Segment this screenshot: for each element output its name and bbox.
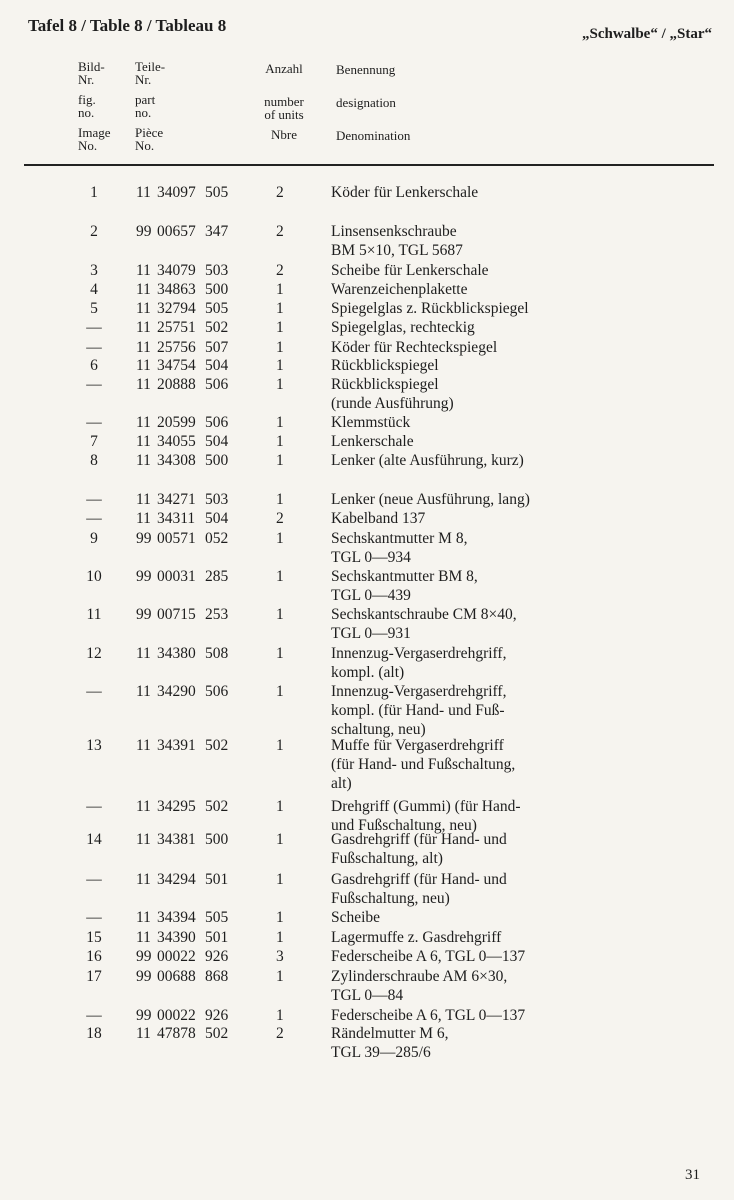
part-prefix: 11 [136,871,151,888]
part-suffix: 502 [205,1025,229,1042]
image-number: 11 [86,606,102,623]
image-number: 15 [86,929,102,946]
part-suffix: 504 [205,510,229,527]
part-number: 32794 [157,300,196,317]
quantity: 1 [276,737,284,754]
designation-line: und Fußschaltung, neu) [331,817,477,834]
part-suffix: 506 [205,414,229,431]
image-number: 18 [86,1025,102,1042]
col-head-desc: Benennung designation Denomination [336,62,411,143]
part-suffix: 507 [205,339,229,356]
designation-line: TGL 0—439 [331,587,411,604]
designation [331,830,507,868]
part-suffix: 501 [205,871,229,888]
part-prefix: 11 [136,357,151,374]
quantity: 1 [276,491,284,508]
designation-line: Spiegelglas z. Rückblickspiegel [331,300,529,317]
designation-line: Lenkerschale [331,433,414,450]
quantity: 2 [276,223,284,240]
part-prefix: 11 [136,339,151,356]
part-suffix: 926 [205,1007,229,1024]
part-suffix: 500 [205,831,229,848]
quantity: 1 [276,376,284,393]
part-number: 34863 [157,281,196,298]
designation-line: Drehgriff (Gummi) (für Hand- [331,798,521,815]
quantity: 1 [276,871,284,888]
designation [331,908,380,927]
designation [331,947,525,966]
designation-line: BM 5×10, TGL 5687 [331,242,463,259]
part-number: 20888 [157,376,196,393]
designation [331,356,439,375]
part-number: 34380 [157,645,196,662]
designation-line: Muffe für Vergaserdrehgriff [331,737,504,754]
image-number: 4 [90,281,98,298]
quantity: 1 [276,452,284,469]
designation [331,644,506,682]
part-suffix: 505 [205,300,229,317]
part-number: 34381 [157,831,196,848]
part-prefix: 99 [136,530,152,547]
designation-line: Linsensenkschraube [331,223,457,240]
part-suffix: 504 [205,433,229,450]
designation-line: Scheibe für Lenkerschale [331,262,489,279]
part-suffix: 347 [205,223,229,240]
quantity: 2 [276,510,284,527]
part-prefix: 11 [136,683,151,700]
designation-line: Zylinderschraube AM 6×30, [331,968,508,985]
designation-line: TGL 0—84 [331,987,404,1004]
designation [331,567,478,605]
page-title: Tafel 8 / Table 8 / Tableau 8 [28,16,227,35]
part-suffix: 506 [205,376,229,393]
image-number: — [86,909,102,926]
part-prefix: 11 [136,737,151,754]
part-number: 34308 [157,452,196,469]
part-prefix: 11 [136,414,151,431]
part-prefix: 99 [136,606,152,623]
designation [331,736,515,793]
designation-line: TGL 39—285/6 [331,1044,431,1061]
designation [331,280,467,299]
image-number: — [86,339,102,356]
image-number: — [86,414,102,431]
part-suffix: 502 [205,319,229,336]
part-prefix: 11 [136,909,151,926]
designation-line: TGL 0—931 [331,625,411,642]
part-prefix: 11 [136,281,151,298]
part-prefix: 11 [136,1025,151,1042]
image-number: 16 [86,948,102,965]
designation-line: Rückblickspiegel [331,357,439,374]
part-number: 00715 [157,606,196,623]
designation [331,605,517,643]
designation-line: kompl. (für Hand- und Fuß- [331,702,505,719]
part-prefix: 11 [136,929,151,946]
designation-line: Klemmstück [331,414,411,431]
part-prefix: 11 [136,300,151,317]
part-suffix: 505 [205,909,229,926]
model-title: „Schwalbe“ / „Star“ [581,26,712,42]
part-number: 34390 [157,929,196,946]
image-number: 13 [86,737,102,754]
quantity: 1 [276,645,284,662]
part-prefix: 99 [136,968,152,985]
part-number: 34311 [157,510,196,527]
part-suffix: 052 [205,530,229,547]
part-suffix: 505 [205,184,229,201]
quantity: 1 [276,798,284,815]
quantity: 1 [276,281,284,298]
designation-line: Gasdrehgriff (für Hand- und [331,871,507,888]
part-number: 34394 [157,909,196,926]
part-number: 25756 [157,339,196,356]
quantity: 1 [276,683,284,700]
part-prefix: 99 [136,223,152,240]
quantity: 1 [276,968,284,985]
designation [331,1024,449,1062]
designation [331,682,506,739]
designation [331,318,475,337]
image-number: — [86,319,102,336]
part-prefix: 11 [136,510,151,527]
designation [331,413,410,432]
part-suffix: 503 [205,262,229,279]
image-number: 12 [86,645,102,662]
part-number: 34294 [157,871,196,888]
part-prefix: 11 [136,831,151,848]
part-suffix: 926 [205,948,229,965]
part-suffix: 500 [205,281,229,298]
designation [331,509,425,528]
quantity: 1 [276,433,284,450]
designation-line: Rückblickspiegel [331,376,439,393]
designation [331,261,489,280]
part-suffix: 501 [205,929,229,946]
designation [331,222,463,260]
part-number: 34295 [157,798,196,815]
part-number: 00022 [157,1007,196,1024]
designation-line: Federscheibe A 6, TGL 0—137 [331,1007,526,1024]
image-number: — [86,376,102,393]
quantity: 1 [276,606,284,623]
part-number: 47878 [157,1025,196,1042]
designation-line: Köder für Rechteckspiegel [331,339,498,356]
designation-line: TGL 0—934 [331,549,411,566]
header-rule [24,164,714,166]
part-number: 34754 [157,357,196,374]
image-number: — [86,1007,102,1024]
image-number: 6 [90,357,98,374]
designation-line: Fußschaltung, neu) [331,890,450,907]
part-number: 34097 [157,184,196,201]
designation-line: Rändelmutter M 6, [331,1025,449,1042]
part-prefix: 11 [136,491,151,508]
page-number: 31 [685,1167,700,1183]
quantity: 1 [276,319,284,336]
image-number: — [86,510,102,527]
designation-line: Köder für Lenkerschale [331,184,479,201]
quantity: 1 [276,568,284,585]
designation [331,529,467,567]
designation-line: kompl. (alt) [331,664,405,681]
quantity: 2 [276,184,284,201]
designation [331,338,497,357]
part-suffix: 504 [205,357,229,374]
part-number: 00571 [157,530,196,547]
image-number: 2 [90,223,98,240]
quantity: 1 [276,414,284,431]
designation-line: Lagermuffe z. Gasdrehgriff [331,929,502,946]
image-number: 7 [90,433,98,450]
designation-line: Sechskantmutter BM 8, [331,568,478,585]
part-prefix: 11 [136,319,151,336]
designation-line: Innenzug-Vergaserdrehgriff, [331,645,507,662]
part-number: 00022 [157,948,196,965]
designation-line: Sechskantschraube CM 8×40, [331,606,517,623]
part-suffix: 285 [205,568,229,585]
designation-line: Gasdrehgriff (für Hand- und [331,831,507,848]
designation-line: (für Hand- und Fußschaltung, [331,756,516,773]
part-prefix: 99 [136,568,152,585]
designation [331,375,454,413]
quantity: 1 [276,831,284,848]
designation [331,183,478,202]
quantity: 1 [276,909,284,926]
col-head-qty: Anzahl number of units Nbre [264,61,304,142]
part-prefix: 11 [136,262,151,279]
designation-line: Federscheibe A 6, TGL 0—137 [331,948,526,965]
designation [331,490,530,509]
part-number: 00657 [157,223,196,240]
quantity: 1 [276,300,284,317]
designation [331,967,507,1005]
part-suffix: 500 [205,452,229,469]
part-number: 34079 [157,262,196,279]
designation-line: (runde Ausführung) [331,395,454,412]
col-head-part: Teile- Nr. part no. Pièce No. [135,59,166,153]
designation [331,928,501,947]
part-prefix: 11 [136,376,151,393]
designation-line: Spiegelglas, rechteckig [331,319,475,336]
quantity: 1 [276,929,284,946]
part-number: 00688 [157,968,196,985]
image-number: 8 [90,452,98,469]
designation-line: Kabelband 137 [331,510,426,527]
designation-line: alt) [331,775,352,792]
image-number: — [86,871,102,888]
part-number: 34290 [157,683,196,700]
image-number: 3 [90,262,98,279]
quantity: 1 [276,1007,284,1024]
quantity: 2 [276,1025,284,1042]
part-prefix: 99 [136,948,152,965]
designation-line: Scheibe [331,909,381,926]
designation-line: Lenker (alte Ausführung, kurz) [331,452,524,469]
part-suffix: 506 [205,683,229,700]
designation-line: Sechskantmutter M 8, [331,530,468,547]
part-prefix: 11 [136,452,151,469]
part-suffix: 503 [205,491,229,508]
part-number: 34271 [157,491,196,508]
part-number: 00031 [157,568,196,585]
designation [331,870,507,908]
image-number: 5 [90,300,98,317]
part-number: 34055 [157,433,196,450]
part-prefix: 11 [136,798,151,815]
designation [331,299,529,318]
designation-line: schaltung, neu) [331,721,426,738]
designation-line: Innenzug-Vergaserdrehgriff, [331,683,507,700]
part-suffix: 868 [205,968,229,985]
part-prefix: 11 [136,184,151,201]
designation-line: Warenzeichenplakette [331,281,468,298]
part-prefix: 11 [136,645,151,662]
part-number: 25751 [157,319,196,336]
quantity: 2 [276,262,284,279]
part-suffix: 253 [205,606,229,623]
part-suffix: 508 [205,645,229,662]
col-head-image: Bild- Nr. fig. no. Image No. [78,59,111,153]
image-number: — [86,491,102,508]
part-prefix: 99 [136,1007,152,1024]
image-number: 17 [86,968,102,985]
designation [331,432,414,451]
part-prefix: 11 [136,433,151,450]
part-suffix: 502 [205,798,229,815]
image-number: 14 [86,831,102,848]
designation-line: Lenker (neue Ausführung, lang) [331,491,530,508]
image-number: — [86,798,102,815]
image-number: — [86,683,102,700]
designation [331,1006,525,1025]
designation [331,451,524,470]
image-number: 9 [90,530,98,547]
quantity: 1 [276,530,284,547]
designation-line: Fußschaltung, alt) [331,850,443,867]
image-number: 10 [86,568,102,585]
part-suffix: 502 [205,737,229,754]
image-number: 1 [90,184,98,201]
part-number: 34391 [157,737,196,754]
quantity: 3 [276,948,284,965]
quantity: 1 [276,339,284,356]
part-number: 20599 [157,414,196,431]
quantity: 1 [276,357,284,374]
